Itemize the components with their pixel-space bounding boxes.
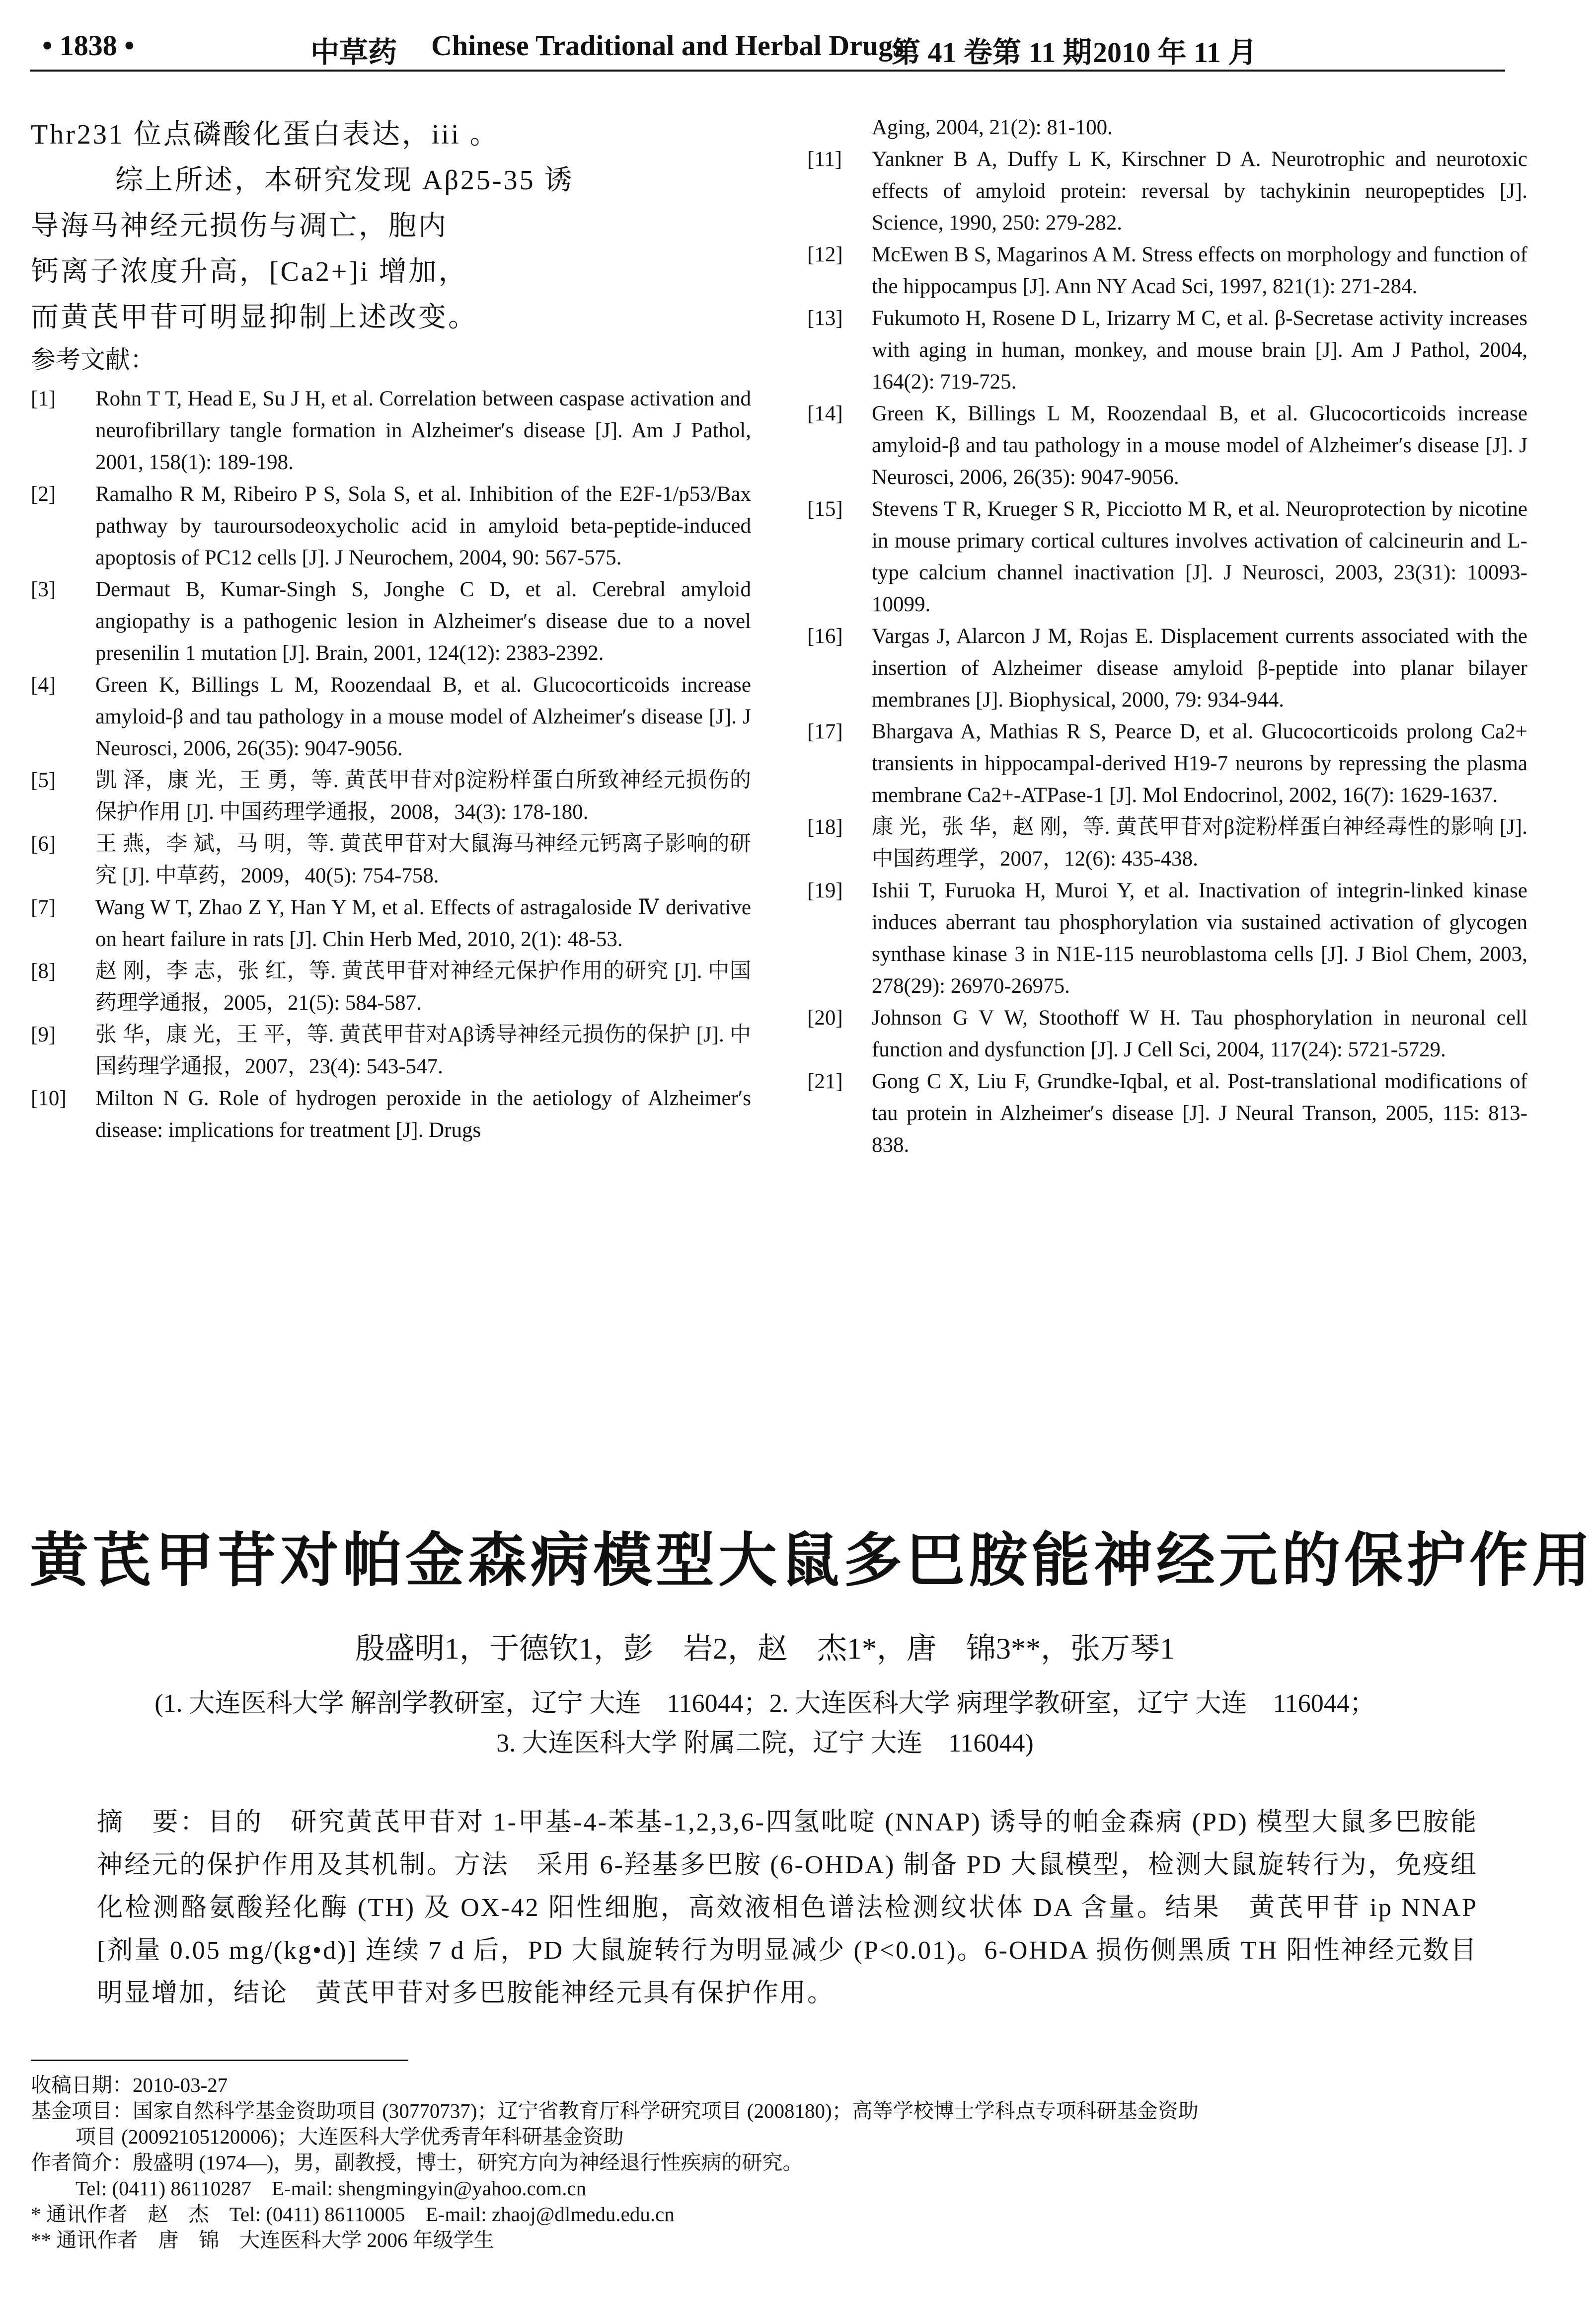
received-date: 收稿日期：2010-03-27 [31, 2074, 228, 2096]
reference-number: [21] [807, 1070, 843, 1093]
reference-item [31, 828, 751, 892]
reference-number: [7] [31, 896, 56, 919]
reference-text: Stevens T R, Krueger S R, Picciotto M R, et al. Neuroprotection by nicotine in mouse primary cortical cultures involves activation of calcineurin and L-type calcium channel inactivation [J]. J Neurosci, 2003, 23(31): 10093-10099. [872, 497, 1527, 616]
reference-number: [16] [807, 625, 843, 648]
reference-number: [17] [807, 720, 843, 743]
reference-item [31, 574, 751, 669]
reference-number: [10] [31, 1087, 67, 1110]
reference-text: Johnson G V W, Stoothoff W H. Tau phosphorylation in neuronal cell function and dysfunction [J]. J Cell Sci, 2004, 117(24): 5721-5729. [872, 1006, 1527, 1061]
author-affiliation: (1. 大连医科大学 解剖学教研室，辽宁 大连 116044；2. 大连医科大学 病理学教研室，辽宁 大连 116044； [154, 1689, 1375, 1718]
reference-number: [11] [807, 148, 842, 171]
journal-title-en: Chinese Traditional and Herbal Drugs [431, 29, 904, 62]
reference-text: 王 燕，李 斌，马 明，等. 黄芪甲苷对大鼠海马神经元钙离子影响的研究 [J]. 中草药，2009，40(5): 754-758. [95, 832, 751, 887]
reference-item [807, 621, 1527, 716]
author-contact: Tel: (0411) 86110287 E-mail: shengmingyin@yahoo.com.cn [76, 2177, 587, 2200]
article-authors: 殷盛明1，于德钦1，彭 岩2，赵 杰1*，唐 锦3**，张万琴1 [355, 1632, 1175, 1665]
reference-number: [13] [807, 307, 843, 330]
reference-number: [15] [807, 497, 843, 521]
reference-number: [4] [31, 673, 56, 697]
fund-note: 项目 (20092105120006)；大连医科大学优秀青年科研基金资助 [76, 2125, 624, 2148]
author-bio: 作者简介：殷盛明 (1974—)，男，副教授，博士，研究方向为神经退行性疾病的研究。 [31, 2151, 803, 2174]
reference-item [807, 303, 1527, 398]
reference-text: Yankner B A, Duffy L K, Kirschner D A. Neurotrophic and neurotoxic effects of amyloid protein: reversal by tachykinin neuropeptides [J]. Science, 1990, 250: 279-282. [872, 148, 1527, 235]
reference-number: [6] [31, 832, 56, 856]
reference-item [807, 811, 1527, 875]
reference-text: Dermaut B, Kumar-Singh S, Jonghe C D, et al. Cerebral amyloid angiopathy is a pathogenic lesion in Alzheimer′s disease due to a novel presenilin 1 mutation [J]. Brain, 2001, 124(12): 2383-2392. [95, 578, 751, 665]
intro-line: Thr231 位点磷酸化蛋白表达，iii 。 [31, 119, 500, 150]
reference-number: [19] [807, 879, 843, 902]
intro-line: 而黄芪甲苷可明显抑制上述改变。 [31, 302, 478, 333]
intro-line: 导海马神经元损伤与凋亡，胞内 [31, 211, 448, 241]
reference-number: [5] [31, 769, 56, 792]
reference-number: [2] [31, 482, 56, 506]
reference-item [31, 479, 751, 574]
reference-text: Gong C X, Liu F, Grundke-Iqbal, et al. Post-translational modifications of tau protein in Alzheimer′s disease [J]. J Neural Transon, 2005, 115: 813-838. [872, 1070, 1527, 1157]
footnotes [31, 2072, 1491, 2253]
reference-item [807, 875, 1527, 1002]
reference-item [31, 1083, 751, 1146]
reference-number: [3] [31, 578, 56, 601]
reference-text: Milton N G. Role of hydrogen peroxide in the aetiology of Alzheimer′s disease: implications for treatment [J]. Drugs [95, 1087, 751, 1142]
reference-number: [20] [807, 1006, 843, 1030]
reference-item [31, 765, 751, 828]
fund-note: 基金项目：国家自然科学基金资助项目 (30770737)；辽宁省教育厅科学研究项目 (2008180)；高等学校博士学科点专项科研基金资助 [31, 2099, 1199, 2122]
reference-item [807, 493, 1527, 621]
right-column [807, 112, 1527, 1161]
page-number: • 1838 • [42, 29, 135, 62]
reference-item [31, 956, 751, 1019]
reference-text: Ishii T, Furuoka H, Muroi Y, et al. Inactivation of integrin-linked kinase induces aberrant tau phosphorylation via sustained activation of glycogen synthase kinase 3 in N1E-115 neuroblastoma cells [J]. J Biol Chem, 2003, 278(29): 26970-26975. [872, 879, 1527, 998]
reference-number: [14] [807, 402, 843, 425]
journal-date: 2010 年 11 月 [1093, 36, 1257, 69]
reference-item [807, 716, 1527, 811]
reference-number: [12] [807, 243, 843, 266]
reference-text: Rohn T T, Head E, Su J H, et al. Correlation between caspase activation and neurofibrillary tangle formation in Alzheimer′s disease [J]. Am J Pathol, 2001, 158(1): 189-198. [95, 387, 751, 474]
intro-line: 综上所述，本研究发现 Aβ25-35 诱 [115, 165, 574, 196]
reference-text: Vargas J, Alarcon J M, Rojas E. Displacement currents associated with the insertion of Alzheimer disease amyloid β-peptide into planar bilayer membranes [J]. Biophysical, 2000, 79: 934-944. [872, 625, 1527, 712]
reference-text: 康 光，张 华，赵 刚，等. 黄芪甲苷对β淀粉样蛋白神经毒性的影响 [J]. 中国药理学，2007，12(6): 435-438. [872, 815, 1527, 871]
reference-continuation: Aging, 2004, 21(2): 81-100. [872, 116, 1113, 139]
reference-item [31, 669, 751, 765]
author-affiliation: 3. 大连医科大学 附属二院，辽宁 大连 116044) [496, 1729, 1034, 1757]
reference-text: 张 华，康 光，王 平，等. 黄芪甲苷对Aβ诱导神经元损伤的保护 [J]. 中国药理学通报，2007，23(4): 543-547. [95, 1023, 751, 1078]
reference-item [31, 383, 751, 479]
reference-item [807, 1002, 1527, 1066]
reference-item [807, 1066, 1527, 1161]
reference-item [807, 239, 1527, 303]
reference-text: Ramalho R M, Ribeiro P S, Sola S, et al. Inhibition of the E2F-1/p53/Bax pathway by tauroursodeoxycholic acid in amyloid beta-peptide-induced apoptosis of PC12 cells [J]. J Neurochem, 2004, 90: 567-575. [95, 482, 751, 569]
abstract: 摘 要：目的 研究黄芪甲苷对 1-甲基-4-苯基-1,2,3,6-四氢吡啶 (NNAP) 诱导的帕金森病 (PD) 模型大鼠多巴胺能神经元的保护作用及其机制。方法 采用 6-羟基多巴胺 (6-OHDA) 制备 PD 大鼠模型，检测大鼠旋转行为，免疫组化检测酪氨酸羟化酶 (TH) 及 OX-42 阳性细胞，高效液相色谱法检测纹状体 DA 含量。结果 黄芪甲苷 ip NNAP [剂量 0.05 mg/(kg•d)] 连续 7 d 后，PD 大鼠旋转行为明显减少 (P<0.01)。6-OHDA 损伤侧黑质 TH 阳性神经元数目明显增加，结论 黄芪甲苷对多巴胺能神经元具有保护作用。 [97, 1808, 1478, 2007]
reference-text: Bhargava A, Mathias R S, Pearce D, et al. Glucocorticoids prolong Ca2+ transients in hippocampal-derived H19-7 neurons by repressing the plasma membrane Ca2+-ATPase-1 [J]. Mol Endocrinol, 2002, 16(7): 1629-1637. [872, 720, 1527, 807]
reference-text: Green K, Billings L M, Roozendaal B, et al. Glucocorticoids increase amyloid-β and tau pathology in a mouse model of Alzheimer′s disease [J]. J Neurosci, 2006, 26(35): 9047-9056. [872, 402, 1527, 489]
reference-number: [1] [31, 387, 56, 410]
references-heading: 参考文献： [31, 346, 155, 374]
reference-number: [9] [31, 1023, 56, 1046]
reference-item [31, 892, 751, 956]
reference-item [807, 398, 1527, 493]
reference-text: Fukumoto H, Rosene D L, Irizarry M C, et al. β-Secretase activity increases with aging in human, monkey, and mouse brain [J]. Am J Pathol, 2004, 164(2): 719-725. [872, 307, 1527, 394]
reference-text: 赵 刚，李 志，张 红，等. 黄芪甲苷对神经元保护作用的研究 [J]. 中国药理学通报，2005，21(5): 584-587. [95, 959, 751, 1015]
reference-text: McEwen B S, Magarinos A M. Stress effects on morphology and function of the hippocampus [J]. Ann NY Acad Sci, 1997, 821(1): 271-284. [872, 243, 1527, 298]
journal-title-cn: 中草药 [310, 36, 397, 69]
reference-text: Wang W T, Zhao Z Y, Han Y M, et al. Effects of astragaloside Ⅳ derivative on heart failure in rats [J]. Chin Herb Med, 2010, 2(1): 48-53. [95, 896, 751, 951]
reference-number: [8] [31, 959, 56, 983]
reference-item [31, 1019, 751, 1083]
reference-text: 凯 泽，康 光，王 勇，等. 黄芪甲苷对β淀粉样蛋白所致神经元损伤的保护作用 [J]. 中国药理学通报，2008，34(3): 178-180. [95, 769, 751, 824]
reference-text: Green K, Billings L M, Roozendaal B, et al. Glucocorticoids increase amyloid-β and tau pathology in a mouse model of Alzheimer′s disease [J]. J Neurosci, 2006, 26(35): 9047-9056. [95, 673, 751, 760]
article-title: 黄芪甲苷对帕金森病模型大鼠多巴胺能神经元的保护作用 [30, 1528, 1595, 1594]
corresponding-author: ** 通讯作者 唐 锦 大连医科大学 2006 年级学生 [31, 2229, 494, 2251]
journal-issue: 第 41 卷第 11 期 [892, 36, 1092, 69]
intro-line: 钙离子浓度升高，[Ca2+]i 增加， [31, 256, 468, 287]
header-rule [30, 70, 1505, 72]
reference-item [807, 144, 1527, 239]
reference-number: [18] [807, 815, 843, 839]
footnote-rule [31, 2060, 408, 2061]
corresponding-author: * 通讯作者 赵 杰 Tel: (0411) 86110005 E-mail: zhaoj@dlmedu.edu.cn [31, 2203, 675, 2226]
left-column [31, 112, 751, 1146]
